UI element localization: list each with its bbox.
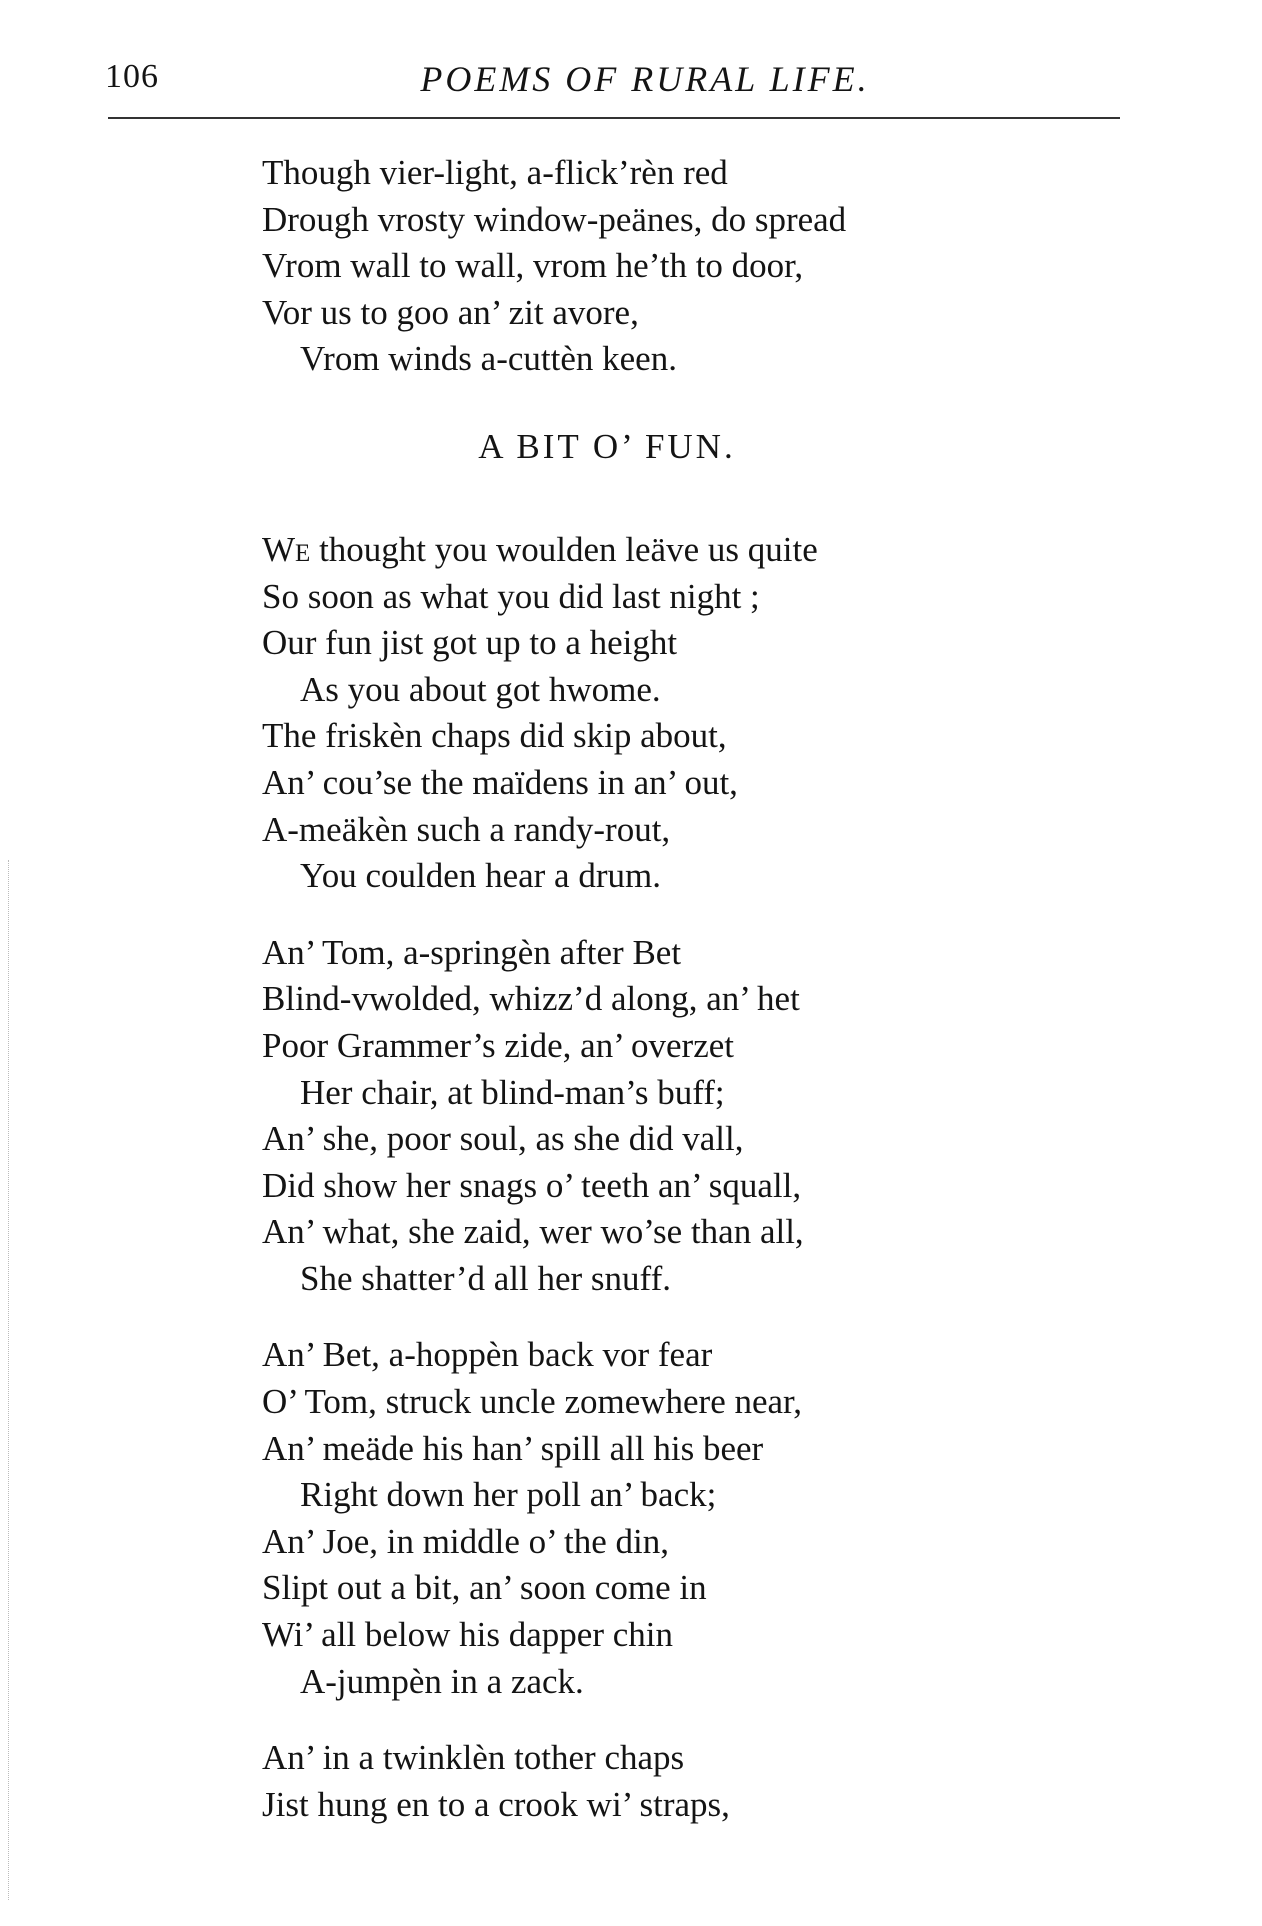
verse-line: An’ cou’se the maïdens in an’ out,	[262, 762, 738, 802]
page-header	[105, 58, 1125, 106]
verse-line: An’ Tom, a-springèn after Bet	[262, 932, 682, 972]
stanza-gap	[262, 1705, 1122, 1735]
verse-line: An’ meäde his han’ spill all his beer	[262, 1428, 764, 1468]
first-line-rest: thought you woulden leäve us quite	[310, 529, 818, 569]
verse-line: Her chair, at blind-man’s buff;	[300, 1072, 725, 1112]
stanza-3	[262, 1332, 1122, 1705]
verse-line: Vrom winds a-cuttèn keen.	[300, 339, 677, 379]
poem-title-block	[262, 383, 1122, 527]
verse-line: As you about got hwome.	[300, 669, 661, 709]
verse-line	[262, 527, 1122, 574]
verse-line: An’ in a twinklèn tother chaps	[262, 1738, 685, 1778]
verse-line: Jist hung en to a crook wi’ straps,	[262, 1784, 730, 1824]
verse-line: The friskèn chaps did skip about,	[262, 716, 727, 756]
verse-line: Vrom wall to wall, vrom he’th to door,	[262, 246, 804, 286]
verse-line: You coulden hear a drum.	[300, 856, 661, 896]
stanza-2	[262, 930, 1122, 1303]
poem-title: A BIT O’ FUN.	[478, 426, 736, 466]
verse-line: An’ Bet, a-hoppèn back vor fear	[262, 1335, 713, 1375]
running-title: POEMS OF RURAL LIFE.	[420, 59, 870, 99]
stanza-4	[262, 1735, 1122, 1828]
verse-line: A-meäkèn such a randy-rout,	[262, 809, 671, 849]
verse-line: An’ Joe, in middle o’ the din,	[262, 1521, 669, 1561]
verse-line: Blind-vwolded, whizz’d along, an’ het	[262, 979, 800, 1019]
stanza-gap	[262, 1302, 1122, 1332]
verse-line: An’ what, she zaid, wer wo’se than all,	[262, 1212, 804, 1252]
scan-edge-mark	[8, 860, 9, 1900]
verse-line: Vor us to goo an’ zit avore,	[262, 292, 639, 332]
page-body	[262, 150, 1122, 1828]
header-rule	[108, 117, 1120, 119]
verse-line: O’ Tom, struck uncle zomewhere near,	[262, 1382, 803, 1422]
verse-line: So soon as what you did last night ;	[262, 576, 760, 616]
verse-line: Slipt out a bit, an’ soon come in	[262, 1568, 707, 1608]
verse-line: Our fun jist got up to a height	[262, 623, 678, 663]
verse-line: Wi’ all below his dapper chin	[262, 1615, 674, 1655]
first-word: We	[262, 529, 311, 569]
verse-line: Drough vrosty window-peänes, do spread	[262, 199, 847, 239]
verse-line: She shatter’d all her snuff.	[300, 1258, 671, 1298]
verse-line: A-jumpèn in a zack.	[300, 1661, 584, 1701]
stanza-1	[262, 527, 1122, 900]
stanza-gap	[262, 900, 1122, 930]
page-number: 106	[105, 58, 159, 95]
verse-line: Poor Grammer’s zide, an’ overzet	[262, 1025, 734, 1065]
verse-line: Did show her snags o’ teeth an’ squall,	[262, 1165, 802, 1205]
verse-line: Though vier-light, a-flick’rèn red	[262, 153, 728, 192]
verse-line: Right down her poll an’ back;	[300, 1475, 717, 1515]
opening-stanza	[262, 150, 1122, 383]
verse-line: An’ she, poor soul, as she did vall,	[262, 1119, 744, 1159]
